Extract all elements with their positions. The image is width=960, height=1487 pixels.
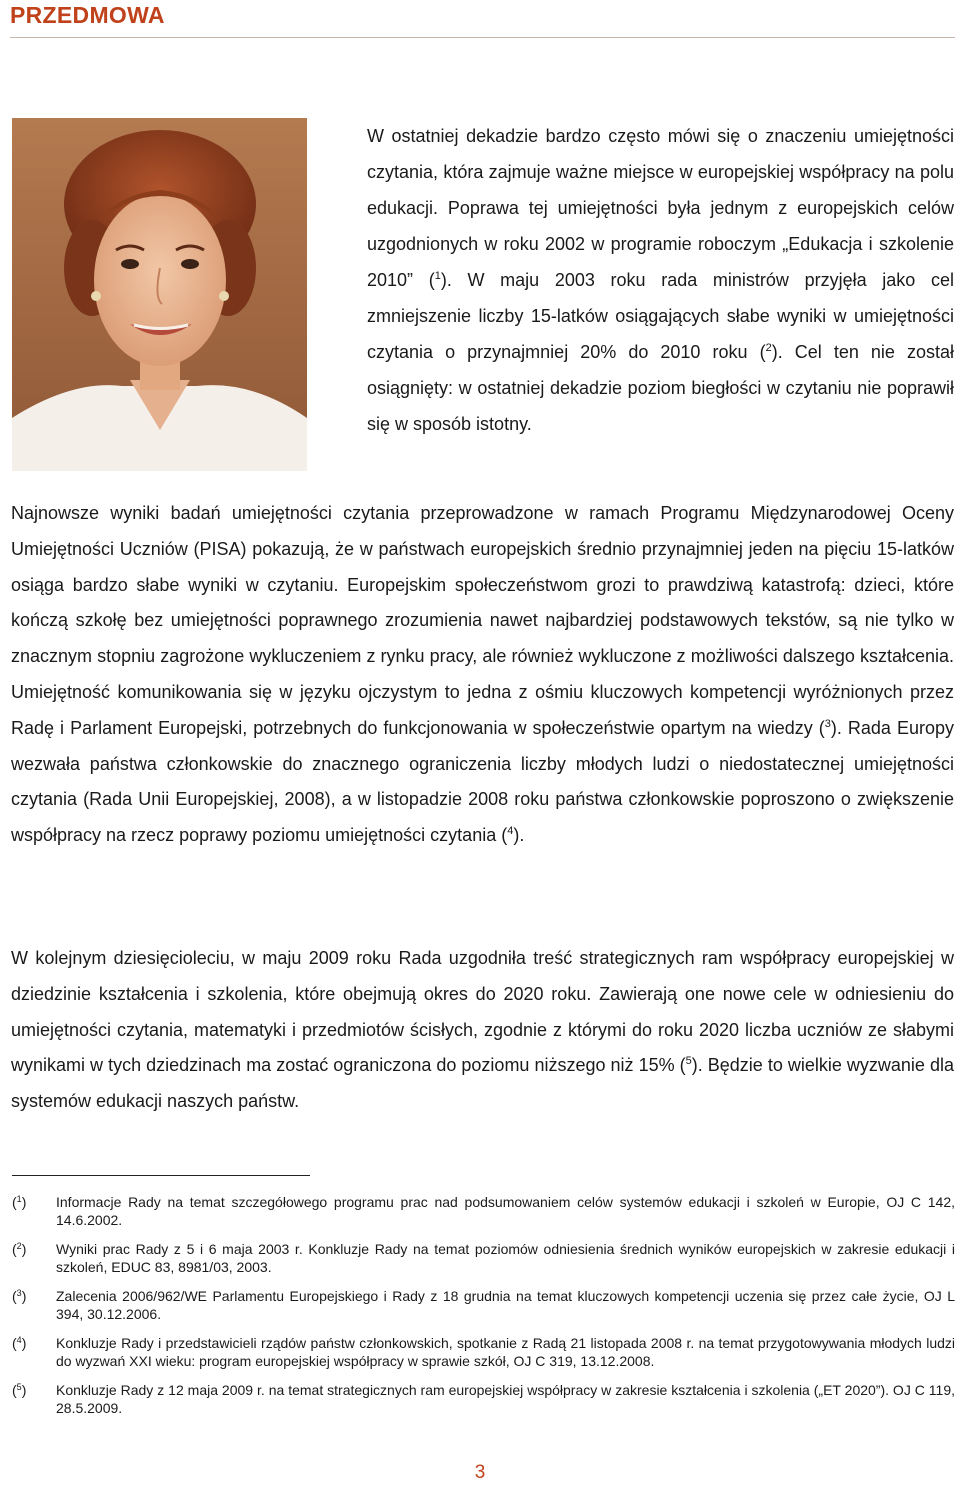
footnote-ref-1[interactable]: 1 (434, 270, 441, 282)
text-segment: W ostatniej dekadzie bardzo często mówi się o znaczeniu umiejętności czytania, która zajmuje ważne miejsce w europejskiej współpracy na polu edukacji. Poprawa tej umiejętności była jednym z europejskich celów uzgodnionych w roku 2002 w programie roboczym „Edukacja i szkolenie 2010” ( (367, 126, 954, 290)
footnote-ref-2[interactable]: 2 (765, 342, 772, 354)
text-segment: W kolejnym dziesięcioleciu, w maju 2009 roku Rada uzgodniła treść strategicznych ram współpracy europejskiej w dziedzinie kształcenia i szkolenia, które obejmują okres do 2020 roku. Zawierają one nowe cele w odniesieniu do umiejętności czytania, matematyki i przedmiotów ścisłych, zgodnie z którymi do roku 2020 liczba uczniów ze słabymi wynikami w tych dziedzinach ma zostać ograniczona do poziomu niższego niż 15% ( (11, 948, 954, 1076)
footnote-marker: ($^2$) (12, 1241, 27, 1257)
footnote-text: Wyniki prac Rady z 5 i 6 maja 2003 r. Konkluzje Rady na temat poziomów odniesienia średnich wyników europejskich w zakresie edukacji i szkoleń, EDUC 83, 8981/03, 2003. (56, 1241, 955, 1275)
footnote-divider (12, 1175, 310, 1176)
footnote-text: Zalecenia 2006/962/WE Parlamentu Europejskiego i Rady z 18 grudnia na temat kluczowych kompetencji uczenia się przez całe życie, OJ L 394, 30.12.2006. (56, 1288, 955, 1322)
page-number: 3 (474, 1462, 486, 1483)
heading-divider (10, 37, 955, 38)
text-segment: ). W maju 2003 roku rada ministrów przyjęła jako cel zmniejszenie liczby 15-latków osiągających słabe wyniki w umiejętności czytania o przynajmniej 20% do 2010 roku ( (367, 270, 954, 362)
portrait-photo-icon (12, 118, 307, 471)
body-paragraph-2 (11, 496, 954, 854)
text-segment: ). Rada Europy wezwała państwa członkowskie do znacznego ograniczenia liczby młodych ludzi o niedostatecznej umiejętności czytania (Rada Unii Europejskiej, 2008), a w listopadzie 2008 roku państwa członkowskie poproszono o zwiększenie współpracy na rzecz poprawy poziomu umiejętności czytania ( (11, 717, 955, 846)
portrait-photo (12, 118, 307, 471)
intro-paragraph (367, 118, 954, 442)
footnote-ref-3[interactable]: 3 (824, 717, 831, 730)
text-segment: ). Cel ten nie został osiągnięty: w ostatniej dekadzie poziom biegłości w czytaniu nie poprawił się w sposób istotny. (367, 342, 954, 434)
footnote-ref-5[interactable]: 5 (685, 1055, 692, 1068)
text-segment: ). Będzie to wielkie wyzwanie dla systemów edukacji naszych państw. (11, 1055, 954, 1112)
footnote-marker: ($^4$) (12, 1335, 27, 1351)
footnotes-list (12, 1193, 955, 1428)
text-segment: ). (513, 825, 525, 846)
footnote-5 (12, 1381, 955, 1417)
footnote-marker: ($^1$) (12, 1194, 27, 1210)
footnote-text: Konkluzje Rady i przedstawicieli rządów państw członkowskich, spotkanie z Radą 21 listopada 2008 r. na temat przygotowywania młodych ludzi do wyzwań XXI wieku: program europejskiej współpracy w sprawie szkół, OJ C 319, 13.12.2008. (56, 1335, 955, 1369)
footnote-4 (12, 1334, 955, 1370)
body-paragraph-3 (11, 941, 954, 1120)
footnote-3 (12, 1287, 955, 1323)
page-title: PRZEDMOWA (10, 2, 165, 28)
footnote-2 (12, 1240, 955, 1276)
footnote-ref-4[interactable]: 4 (507, 825, 514, 838)
footnote-text: Konkluzje Rady z 12 maja 2009 r. na temat strategicznych ram europejskiej współpracy w zakresie kształcenia i szkolenia („ET 2020”). OJ C 119, 28.5.2009. (56, 1382, 955, 1416)
text-segment: Najnowsze wyniki badań umiejętności czytania przeprowadzone w ramach Programu Międzynarodowej Oceny Umiejętności Uczniów (PISA) pokazują, że w państwach europejskich średnio przynajmniej jeden na pięciu 15-latków osiąga bardzo słabe wyniki w czytaniu. Europejskim społeczeństwom grozi to prawdziwą katastrofą: dzieci, które kończą szkołę bez umiejętności poprawnego zrozumienia nawet najbardziej podstawowych tekstów, są nie tylko w znacznym stopniu zagrożone wykluczeniem z rynku pracy, ale również wykluczone z możliwości dalszego kształcenia. Umiejętność komunikowania się w języku ojczystym to jedna z ośmiu kluczowych kompetencji wyróżnionych przez Radę i Parlament Europejski, potrzebnych do funkcjonowania w społeczeństwie opartym na wiedzy ( (11, 503, 954, 738)
footnote-1 (12, 1193, 955, 1229)
footnote-marker: ($^3$) (12, 1288, 27, 1304)
footnote-marker: ($^5$) (12, 1382, 27, 1398)
footnote-text: Informacje Rady na temat szczegółowego programu prac nad podsumowaniem celów systemów edukacji i szkoleń w Europie, OJ C 142, 14.6.2002. (56, 1194, 955, 1228)
